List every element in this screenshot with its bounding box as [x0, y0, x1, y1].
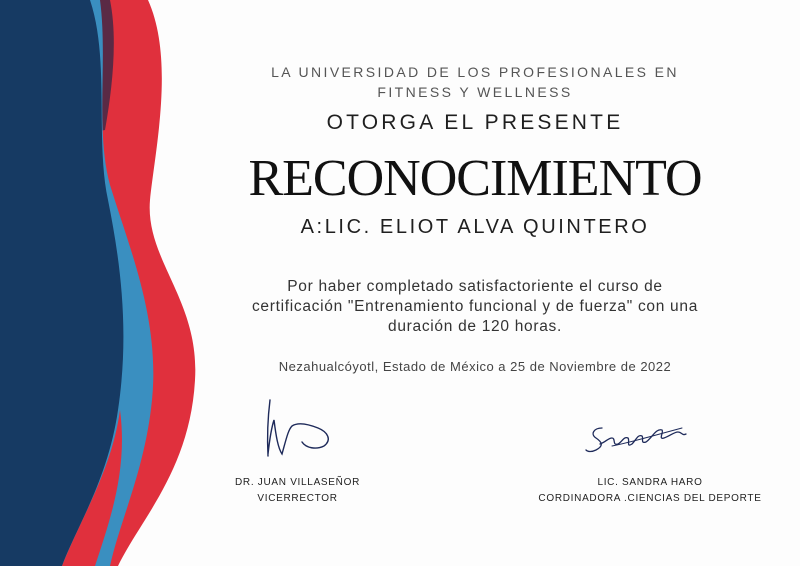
right-signatory-role: CORDINADORA .CIENCIAS DEL DEPORTE: [538, 493, 762, 504]
certificate-title: RECONOCIMIENTO: [248, 150, 702, 207]
right-signature: [582, 416, 692, 460]
left-signatory: [215, 475, 380, 507]
left-signature: [258, 396, 338, 462]
certificate-description: Por haber completado satisfactoriente el curso de certificación "Entrenamiento funcional y de fuerza" con una duración de 120 horas.: [251, 278, 699, 335]
place-and-date: Nezahualcóyotl, Estado de México a 25 de Noviembre de 2022: [278, 359, 672, 374]
right-signatory: [520, 475, 780, 507]
grant-statement: OTORGA EL PRESENTE: [326, 111, 624, 134]
institution-name: LA UNIVERSIDAD DE LOS PROFESIONALES EN FITNESS Y WELLNESS: [271, 64, 679, 100]
right-signatory-name: LIC. SANDRA HARO: [597, 477, 703, 488]
left-signatory-name: DR. JUAN VILLASEÑOR: [235, 477, 360, 488]
left-signatory-role: VICERRECTOR: [257, 493, 338, 504]
recipient-name: A:LIC. ELIOT ALVA QUINTERO: [300, 216, 650, 238]
